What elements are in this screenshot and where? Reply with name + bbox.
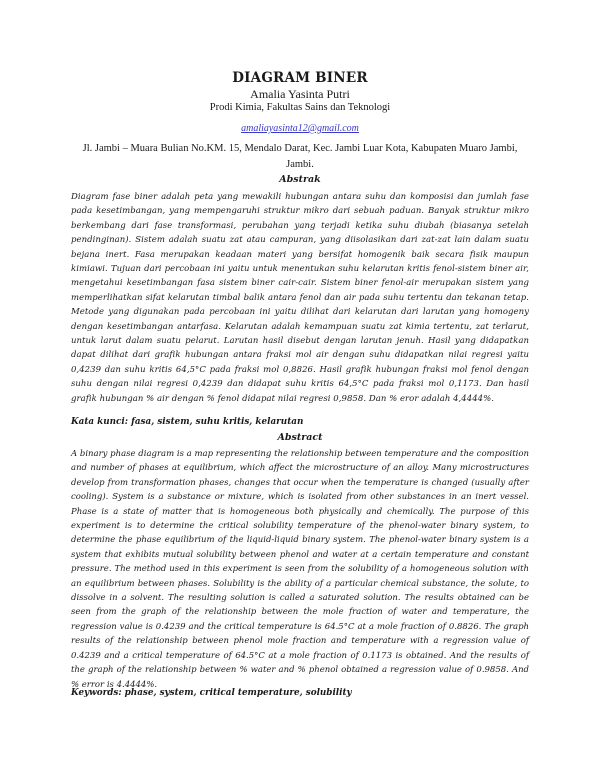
author-name: Amalia Yasinta Putri [250,87,350,101]
abstract-en-text: A binary phase diagram is a map representing the relationship between temperature and the composition and number of phases at equilibrium, which affect the microstructure of an alloy. Many microstructures develop from transformation phases, changes that occur when the temperature is changed (usually after cooling). System is a substance or mixture, which is isolated from other substances in an inert vessel. Phase is a state of matter that is homogeneous both physically and chemically. The purpose of this experiment is to determine the critical solubility temperature of the phenol-water binary system, to determine the phase equilibrium of the liquid-liquid binary system. The phenol-water binary system is a system that exhibits mutual solubility between phenol and water at a certain temperature and constant pressure. The method used in this experiment is seen from the solubility of a homogeneous solution with an equilibrium between phases. Solubility is the ability of a particular chemical substance, the solute, to dissolve in a solvent. The resulting solution is called a saturated solution. The results obtained can be seen from the graph of the relationship between the mole fraction of water and temperature, the regression value is 0.4239 and the critical temperature is 64.5°C at a mole fraction of 0.8826. The graph results of the relationship between phenol mole fraction and temperature with a regression value of 0.4239 and a critical temperature of 64.5°C at a mole fraction of 0.1173 is obtained. And the results of the graph of the relationship between % water and % phenol obtained a regression value of 0.9858. And % error is 4.4444%. [71,449,529,690]
author-address: Jl. Jambi – Muara Bulian No.KM. 15, Mendalo Darat, Kec. Jambi Luar Kota, Kabupaten Muaro Jambi, Jambi. [82,143,518,170]
keywords-id: Kata kunci: fasa, sistem, suhu kritis, kelarutan [71,417,304,427]
abstract-en-heading: Abstract [277,432,323,443]
keywords-en: Keywords: phase, system, critical temperature, solubility [71,688,352,698]
author-affiliation: Prodi Kimia, Fakultas Sains dan Teknologi [209,102,391,113]
abstract-id-heading: Abstrak [279,174,321,185]
paper-title: DIAGRAM BINER [232,70,368,86]
author-email-link[interactable]: amaliayasinta12@gmail.com [241,123,359,134]
abstract-id-text: Diagram fase biner adalah peta yang mewakili hubungan antara suhu dan komposisi dan jumlah fase pada kesetimbangan, yang mempengaruhi struktur mikro dari sebuah paduan. Banyak struktur mikro berkembang dari fase transformasi, perubahan yang terjadi ketika suhu diubah (biasanya setelah pendinginan). Sistem adalah suatu zat atau campuran, yang diisolasikan dari zat-zat lain dalam suatu bejana inert. Fasa merupakan keadaan materi yang bersifat homogenik baik secara fisik maupun kimiawi. Tujuan dari percobaan ini yaitu untuk menentukan suhu kelarutan kritis fenol-sistem biner air, mengetahui kesetimbangan fasa sistem biner cair-cair. Sistem biner fenol-air merupakan sistem yang memperlihatkan sifat kelarutan timbal balik antara fenol dan air pada suhu tertentu dan tekanan tetap. Metode yang digunakan pada percobaan ini yaitu dilihat dari kelarutan dari larutan yang homogeny dengan kesetimbangan antarfasa. Kelarutan adalah kemampuan suatu zat kimia tertentu, zat terlarut, untuk larut dalam suatu pelarut. Larutan hasil disebut dengan larutan jenuh. Hasil yang didapatkan dapat dilihat dari grafik hubungan antara fraksi mol air dengan suhu didapatkan nilai regresi yaitu 0,4239 dan suhu kritis 64,5°C pada fraksi mol 0,8826. Hasil grafik hubungan fraksi mol fenol dengan suhu dengan nilai regresi 0,4239 dan didapat suhu kritis 64,5°C pada fraksi mol 0,1173. Dan hasil grafik hubungan % air dengan % fenol didapat nilai regresi 0,9858. Dan % eror adalah 4,4444%. [71,192,529,404]
